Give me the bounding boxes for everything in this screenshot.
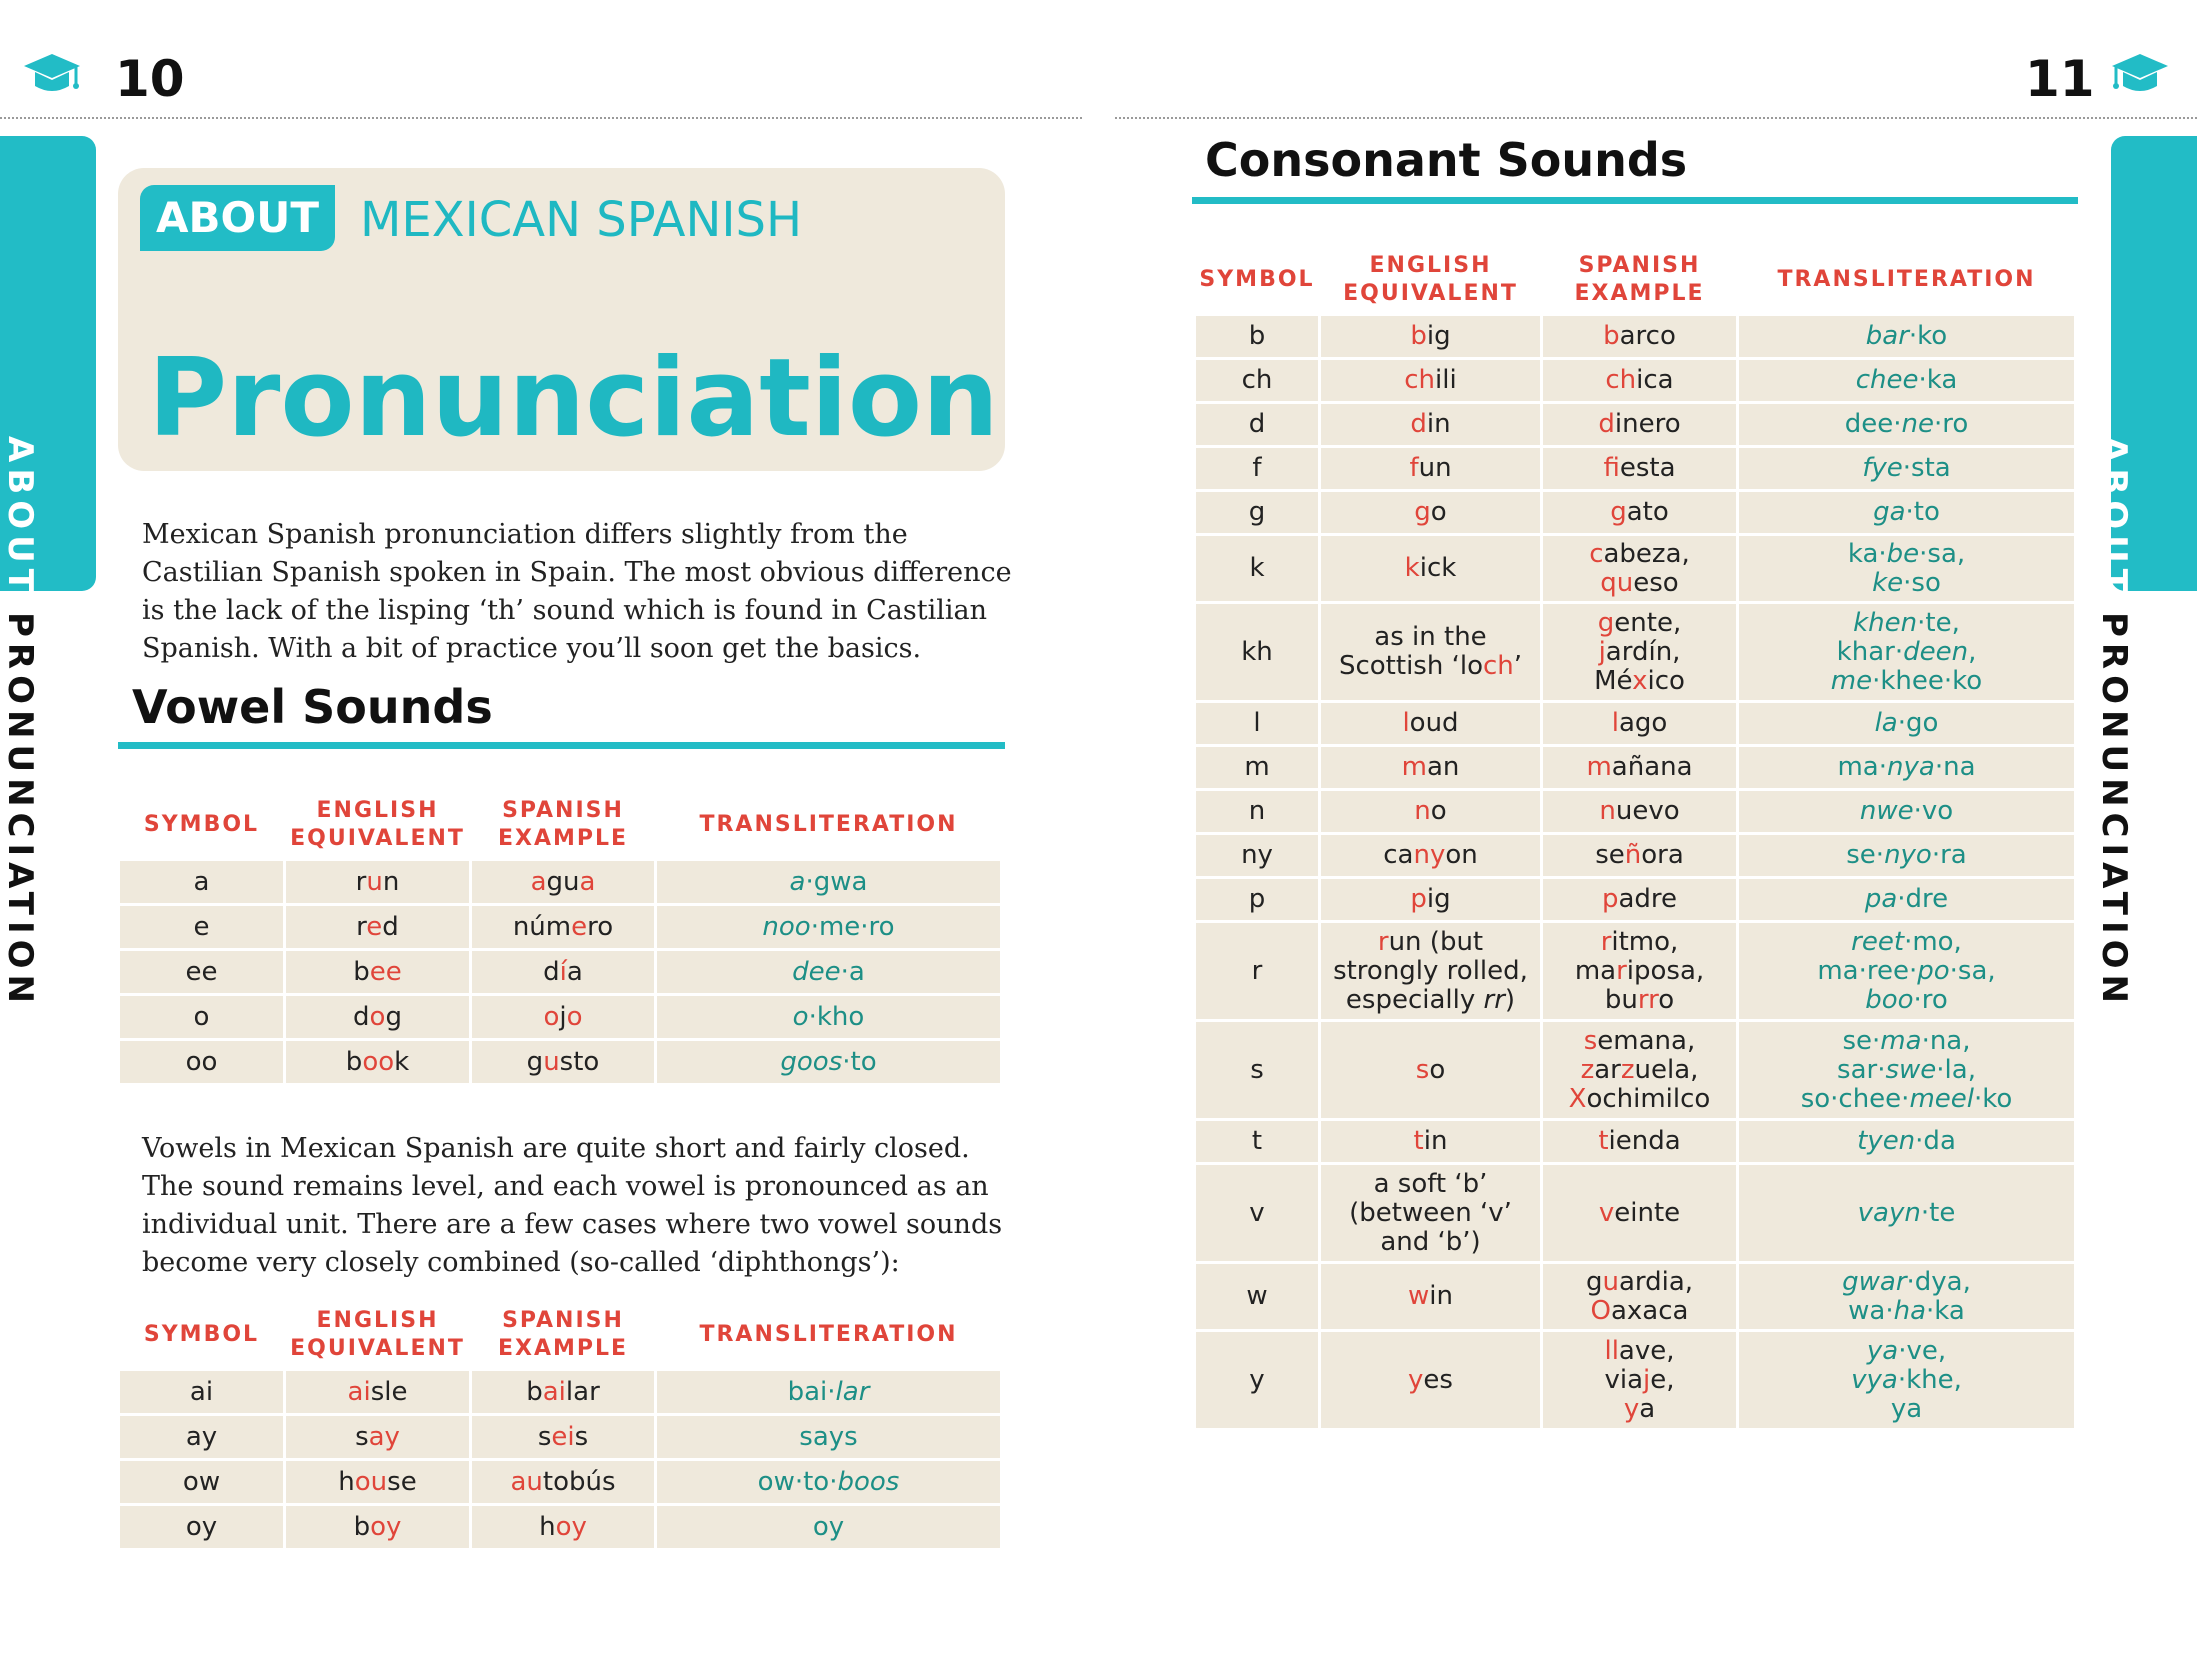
- spanish-cell: barco: [1543, 316, 1736, 357]
- spanish-cell: señora: [1543, 835, 1736, 876]
- translit-cell: noo·me·ro: [657, 906, 1000, 948]
- translit-cell: chee·ka: [1739, 360, 2074, 401]
- symbol-cell: e: [120, 906, 283, 948]
- spanish-cell: ojo: [472, 996, 654, 1038]
- symbol-cell: oo: [120, 1041, 283, 1083]
- english-cell: din: [1321, 404, 1540, 445]
- translit-cell: fye·sta: [1739, 448, 2074, 489]
- symbol-cell: oy: [120, 1506, 283, 1548]
- table-row: [120, 1506, 1000, 1548]
- english-cell: go: [1321, 492, 1540, 533]
- page-number-right: 11: [2025, 50, 2095, 108]
- translit-cell: reet·mo, ma·ree·po·sa, boo·ro: [1739, 923, 2074, 1019]
- translit-cell: pa·dre: [1739, 879, 2074, 920]
- english-cell: run: [286, 861, 469, 903]
- symbol-cell: t: [1196, 1121, 1318, 1162]
- symbol-cell: g: [1196, 492, 1318, 533]
- vowel-table: [117, 858, 1003, 1086]
- spanish-cell: chica: [1543, 360, 1736, 401]
- translit-cell: ya·ve, vya·khe, ya: [1739, 1332, 2074, 1428]
- symbol-cell: ay: [120, 1416, 283, 1458]
- translit-cell: bai·lar: [657, 1371, 1000, 1413]
- translit-cell: ga·to: [1739, 492, 2074, 533]
- symbol-cell: r: [1196, 923, 1318, 1019]
- side-tab-top-label: ABOUT: [0, 436, 40, 598]
- symbol-cell: n: [1196, 791, 1318, 832]
- spanish-cell: ritmo, mariposa, burro: [1543, 923, 1736, 1019]
- spanish-cell: agua: [472, 861, 654, 903]
- col-header-translit: TRANSLITERATION: [699, 1322, 958, 1347]
- table-row: [120, 906, 1000, 948]
- col-header-symbol: SYMBOL: [143, 1322, 260, 1347]
- symbol-cell: d: [1196, 404, 1318, 445]
- spanish-cell: autobús: [472, 1461, 654, 1503]
- side-tab-top-label: ABOUT: [2094, 436, 2134, 598]
- symbol-cell: ai: [120, 1371, 283, 1413]
- spanish-cell: padre: [1543, 879, 1736, 920]
- translit-cell: la·go: [1739, 703, 2074, 744]
- english-cell: kick: [1321, 536, 1540, 601]
- table-row: [1196, 1332, 2074, 1428]
- header-divider: [0, 117, 1082, 119]
- translit-cell: dee·a: [657, 951, 1000, 993]
- translit-cell: goos·to: [657, 1041, 1000, 1083]
- symbol-cell: v: [1196, 1165, 1318, 1261]
- table-row: [1196, 316, 2074, 357]
- symbol-cell: ow: [120, 1461, 283, 1503]
- table-row: [120, 1371, 1000, 1413]
- consonant-table: [1193, 313, 2077, 1431]
- table-row: [1196, 492, 2074, 533]
- table-row: [1196, 360, 2074, 401]
- diphthong-table: [117, 1368, 1003, 1551]
- col-header-spanish: SPANISH EXAMPLE: [1574, 253, 1705, 306]
- table-row: [1196, 879, 2074, 920]
- spanish-cell: fiesta: [1543, 448, 1736, 489]
- table-row: [1196, 747, 2074, 788]
- english-cell: canyon: [1321, 835, 1540, 876]
- translit-cell: ow·to·boos: [657, 1461, 1000, 1503]
- translit-cell: vayn·te: [1739, 1165, 2074, 1261]
- translit-cell: says: [657, 1416, 1000, 1458]
- translit-cell: ma·nya·na: [1739, 747, 2074, 788]
- spanish-cell: lago: [1543, 703, 1736, 744]
- english-cell: book: [286, 1041, 469, 1083]
- english-cell: win: [1321, 1264, 1540, 1329]
- symbol-cell: k: [1196, 536, 1318, 601]
- symbol-cell: m: [1196, 747, 1318, 788]
- table-row: [1196, 1264, 2074, 1329]
- section-rule: [118, 742, 1005, 749]
- english-cell: say: [286, 1416, 469, 1458]
- spanish-cell: hoy: [472, 1506, 654, 1548]
- col-header-translit: TRANSLITERATION: [699, 812, 958, 837]
- table-row: [1196, 923, 2074, 1019]
- col-header-symbol: SYMBOL: [1199, 267, 1315, 292]
- symbol-cell: o: [120, 996, 283, 1038]
- table-row: [1196, 1022, 2074, 1118]
- table-row: [1196, 703, 2074, 744]
- page-title: Pronunciation: [148, 336, 999, 461]
- symbol-cell: b: [1196, 316, 1318, 357]
- english-cell: bee: [286, 951, 469, 993]
- symbol-cell: ny: [1196, 835, 1318, 876]
- table-row: [120, 996, 1000, 1038]
- spanish-cell: gente, jardín, México: [1543, 604, 1736, 700]
- table-row: [120, 861, 1000, 903]
- translit-cell: bar·ko: [1739, 316, 2074, 357]
- symbol-cell: ee: [120, 951, 283, 993]
- english-cell: house: [286, 1461, 469, 1503]
- english-cell: so: [1321, 1022, 1540, 1118]
- english-cell: no: [1321, 791, 1540, 832]
- col-header-spanish: SPANISH EXAMPLE: [497, 1308, 629, 1361]
- col-header-symbol: SYMBOL: [143, 812, 260, 837]
- table-row: [120, 1461, 1000, 1503]
- translit-cell: se·nyo·ra: [1739, 835, 2074, 876]
- table-row: [120, 951, 1000, 993]
- spanish-cell: gusto: [472, 1041, 654, 1083]
- translit-cell: oy: [657, 1506, 1000, 1548]
- english-cell: yes: [1321, 1332, 1540, 1428]
- english-cell: tin: [1321, 1121, 1540, 1162]
- spanish-cell: llave, viaje, ya: [1543, 1332, 1736, 1428]
- spanish-cell: semana, zarzuela, Xochimilco: [1543, 1022, 1736, 1118]
- table-row: [120, 1416, 1000, 1458]
- symbol-cell: a: [120, 861, 283, 903]
- translit-cell: o·kho: [657, 996, 1000, 1038]
- spanish-cell: bailar: [472, 1371, 654, 1413]
- spanish-cell: gato: [1543, 492, 1736, 533]
- symbol-cell: s: [1196, 1022, 1318, 1118]
- side-tab-bottom-label: PRONUNCIATION: [0, 612, 40, 1009]
- spanish-cell: seis: [472, 1416, 654, 1458]
- table-row: [1196, 404, 2074, 445]
- translit-cell: a·gwa: [657, 861, 1000, 903]
- english-cell: fun: [1321, 448, 1540, 489]
- col-header-translit: TRANSLITERATION: [1777, 267, 2036, 292]
- spanish-cell: veinte: [1543, 1165, 1736, 1261]
- spanish-cell: nuevo: [1543, 791, 1736, 832]
- page-number-left: 10: [115, 50, 185, 108]
- table-row: [1196, 604, 2074, 700]
- translit-cell: khen·te, khar·deen, me·khee·ko: [1739, 604, 2074, 700]
- english-cell: man: [1321, 747, 1540, 788]
- spanish-cell: dinero: [1543, 404, 1736, 445]
- spanish-cell: tienda: [1543, 1121, 1736, 1162]
- vowel-sounds-title: Vowel Sounds: [132, 680, 493, 734]
- english-cell: loud: [1321, 703, 1540, 744]
- intro-paragraph: Mexican Spanish pronunciation differs slightly from the Castilian Spanish spoken in Spain. The most obvious difference is the lack of the lisping ‘th’ sound which is found in Castilian Spanish. With a bit of practice you’ll soon get the basics.: [142, 519, 1012, 664]
- english-cell: boy: [286, 1506, 469, 1548]
- table-row: [1196, 536, 2074, 601]
- translit-cell: gwar·dya, wa·ha·ka: [1739, 1264, 2074, 1329]
- col-header-english: ENGLISH EQUIVALENT: [290, 798, 465, 851]
- table-row: [1196, 1165, 2074, 1261]
- col-header-spanish: SPANISH EXAMPLE: [497, 798, 629, 851]
- symbol-cell: kh: [1196, 604, 1318, 700]
- english-cell: red: [286, 906, 469, 948]
- translit-cell: dee·ne·ro: [1739, 404, 2074, 445]
- symbol-cell: ch: [1196, 360, 1318, 401]
- symbol-cell: p: [1196, 879, 1318, 920]
- symbol-cell: l: [1196, 703, 1318, 744]
- translit-cell: nwe·vo: [1739, 791, 2074, 832]
- table-row: [1196, 791, 2074, 832]
- english-cell: a soft ‘b’ (between ‘v’ and ‘b’): [1321, 1165, 1540, 1261]
- translit-cell: se·ma·na, sar·swe·la, so·chee·meel·ko: [1739, 1022, 2074, 1118]
- spanish-cell: día: [472, 951, 654, 993]
- graduation-cap-icon: [22, 52, 82, 98]
- symbol-cell: w: [1196, 1264, 1318, 1329]
- symbol-cell: y: [1196, 1332, 1318, 1428]
- spanish-cell: guardia, Oaxaca: [1543, 1264, 1736, 1329]
- about-subtitle: MEXICAN SPANISH: [360, 192, 803, 248]
- translit-cell: ka·be·sa, ke·so: [1739, 536, 2074, 601]
- table-row: [120, 1041, 1000, 1083]
- english-cell: as in the Scottish ‘loch’: [1321, 604, 1540, 700]
- vowel-note-paragraph: Vowels in Mexican Spanish are quite short and fairly closed. The sound remains level, and each vowel is pronounced as an individual unit. There are a few cases where two vowel sounds become very closely combined (so-called ‘diphthongs’):: [142, 1133, 1003, 1278]
- english-cell: big: [1321, 316, 1540, 357]
- about-badge: ABOUT: [140, 185, 335, 251]
- col-header-english: ENGLISH EQUIVALENT: [290, 1308, 465, 1361]
- english-cell: chili: [1321, 360, 1540, 401]
- table-row: [1196, 448, 2074, 489]
- side-tab-bottom-label: PRONUNCIATION: [2094, 612, 2134, 1009]
- spanish-cell: cabeza, queso: [1543, 536, 1736, 601]
- english-cell: run (but strongly rolled, especially rr): [1321, 923, 1540, 1019]
- spanish-cell: mañana: [1543, 747, 1736, 788]
- symbol-cell: f: [1196, 448, 1318, 489]
- table-row: [1196, 835, 2074, 876]
- col-header-english: ENGLISH EQUIVALENT: [1343, 253, 1518, 306]
- english-cell: dog: [286, 996, 469, 1038]
- graduation-cap-icon: [2110, 52, 2170, 98]
- spanish-cell: número: [472, 906, 654, 948]
- consonant-sounds-title: Consonant Sounds: [1205, 133, 1688, 187]
- table-row: [1196, 1121, 2074, 1162]
- section-rule: [1192, 197, 2078, 204]
- header-divider: [1115, 117, 2197, 119]
- english-cell: aisle: [286, 1371, 469, 1413]
- english-cell: pig: [1321, 879, 1540, 920]
- translit-cell: tyen·da: [1739, 1121, 2074, 1162]
